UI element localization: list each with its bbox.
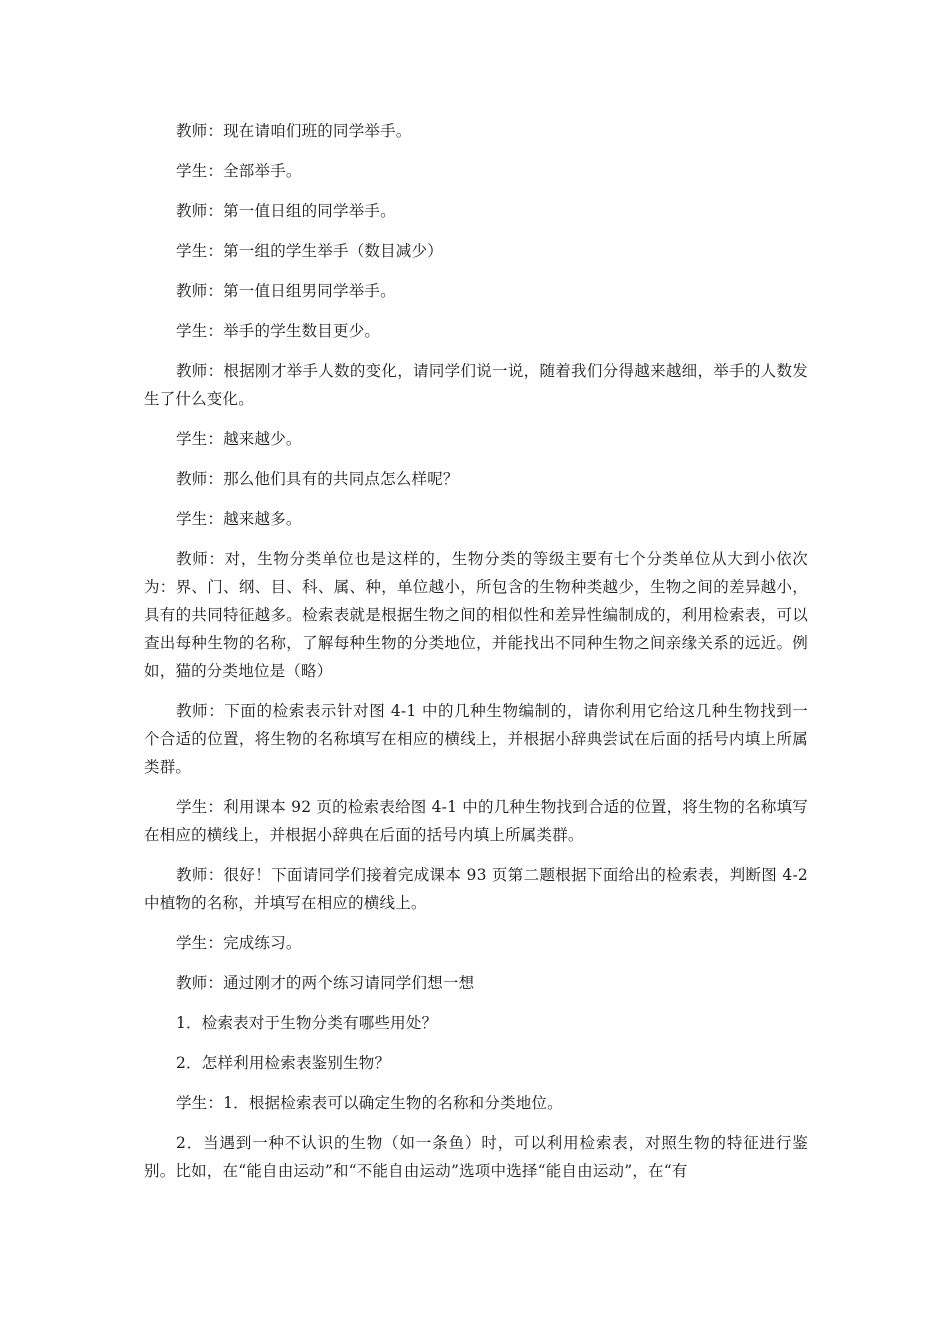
paragraph-student-more: 学生：越来越多。: [176, 510, 302, 528]
paragraph-teacher-classification-units: 教师：对，生物分类单位也是这样的，生物分类的等级主要有七个分类单位从大到小依次为：界、门、纲、目、科、属、种，单位越小，所包含的生物种类越少，生物之间的差异越小，具有的共同特征越多。检索表就是根据生物之间的相似性和差异性编制成的，利用检索表，可以查出每种生物的名称，了解每种生物的分类地位，并能找出不同种生物之间亲缘关系的远近。例如，猫的分类地位是（略）: [144, 550, 808, 680]
document-body: [144, 117, 808, 1197]
paragraph-teacher-key-exercise: 教师：下面的检索表示针对图 4-1 中的几种生物编制的，请你利用它给这几种生物找到一个合适的位置，将生物的名称填写在相应的横线上，并根据小辞典尝试在后面的括号内填上所属类群。: [144, 702, 808, 776]
paragraph-student-complete: 学生：完成练习。: [176, 934, 302, 952]
paragraph-student-less: 学生：越来越少。: [176, 430, 302, 448]
paragraph-student-answer-two: 2．当遇到一种不认识的生物（如一条鱼）时，可以利用检索表，对照生物的特征进行鉴别。比如，在“能自由运动”和“不能自由运动”选项中选择“能自由运动”，在“有: [144, 1134, 808, 1180]
paragraph-teacher-second-exercise: 教师：很好！下面请同学们接着完成课本 93 页第二题根据下面给出的检索表，判断图 4-2 中植物的名称，并填写在相应的横线上。: [144, 866, 808, 912]
paragraph-teacher-group-one-boys: 教师：第一值日组男同学举手。: [176, 282, 396, 300]
paragraph-teacher-common-points: 教师：那么他们具有的共同点怎么样呢？: [176, 470, 459, 488]
paragraph-student-group-one: 学生：第一组的学生举手（数目减少）: [176, 242, 443, 260]
paragraph-teacher-change-question: 教师：根据刚才举手人数的变化，请同学们说一说，随着我们分得越来越细，举手的人数发生了什么变化。: [144, 362, 808, 408]
paragraph-student-all-raise: 学生：全部举手。: [176, 162, 302, 180]
paragraph-student-fewer: 学生：举手的学生数目更少。: [176, 322, 381, 340]
paragraph-question-one: 1．检索表对于生物分类有哪些用处？: [176, 1014, 438, 1032]
paragraph-question-two: 2．怎样利用检索表鉴别生物？: [176, 1054, 391, 1072]
paragraph-student-answer-one: 学生：1．根据检索表可以确定生物的名称和分类地位。: [176, 1094, 563, 1112]
paragraph-teacher-think: 教师：通过刚才的两个练习请同学们想一想: [176, 974, 475, 992]
paragraph-student-key-exercise: 学生：利用课本 92 页的检索表给图 4-1 中的几种生物找到合适的位置，将生物的名称填写在相应的横线上，并根据小辞典在后面的括号内填上所属类群。: [144, 798, 808, 844]
paragraph-teacher-group-one: 教师：第一值日组的同学举手。: [176, 202, 396, 220]
paragraph-teacher-raise-hands: 教师：现在请咱们班的同学举手。: [176, 122, 412, 140]
